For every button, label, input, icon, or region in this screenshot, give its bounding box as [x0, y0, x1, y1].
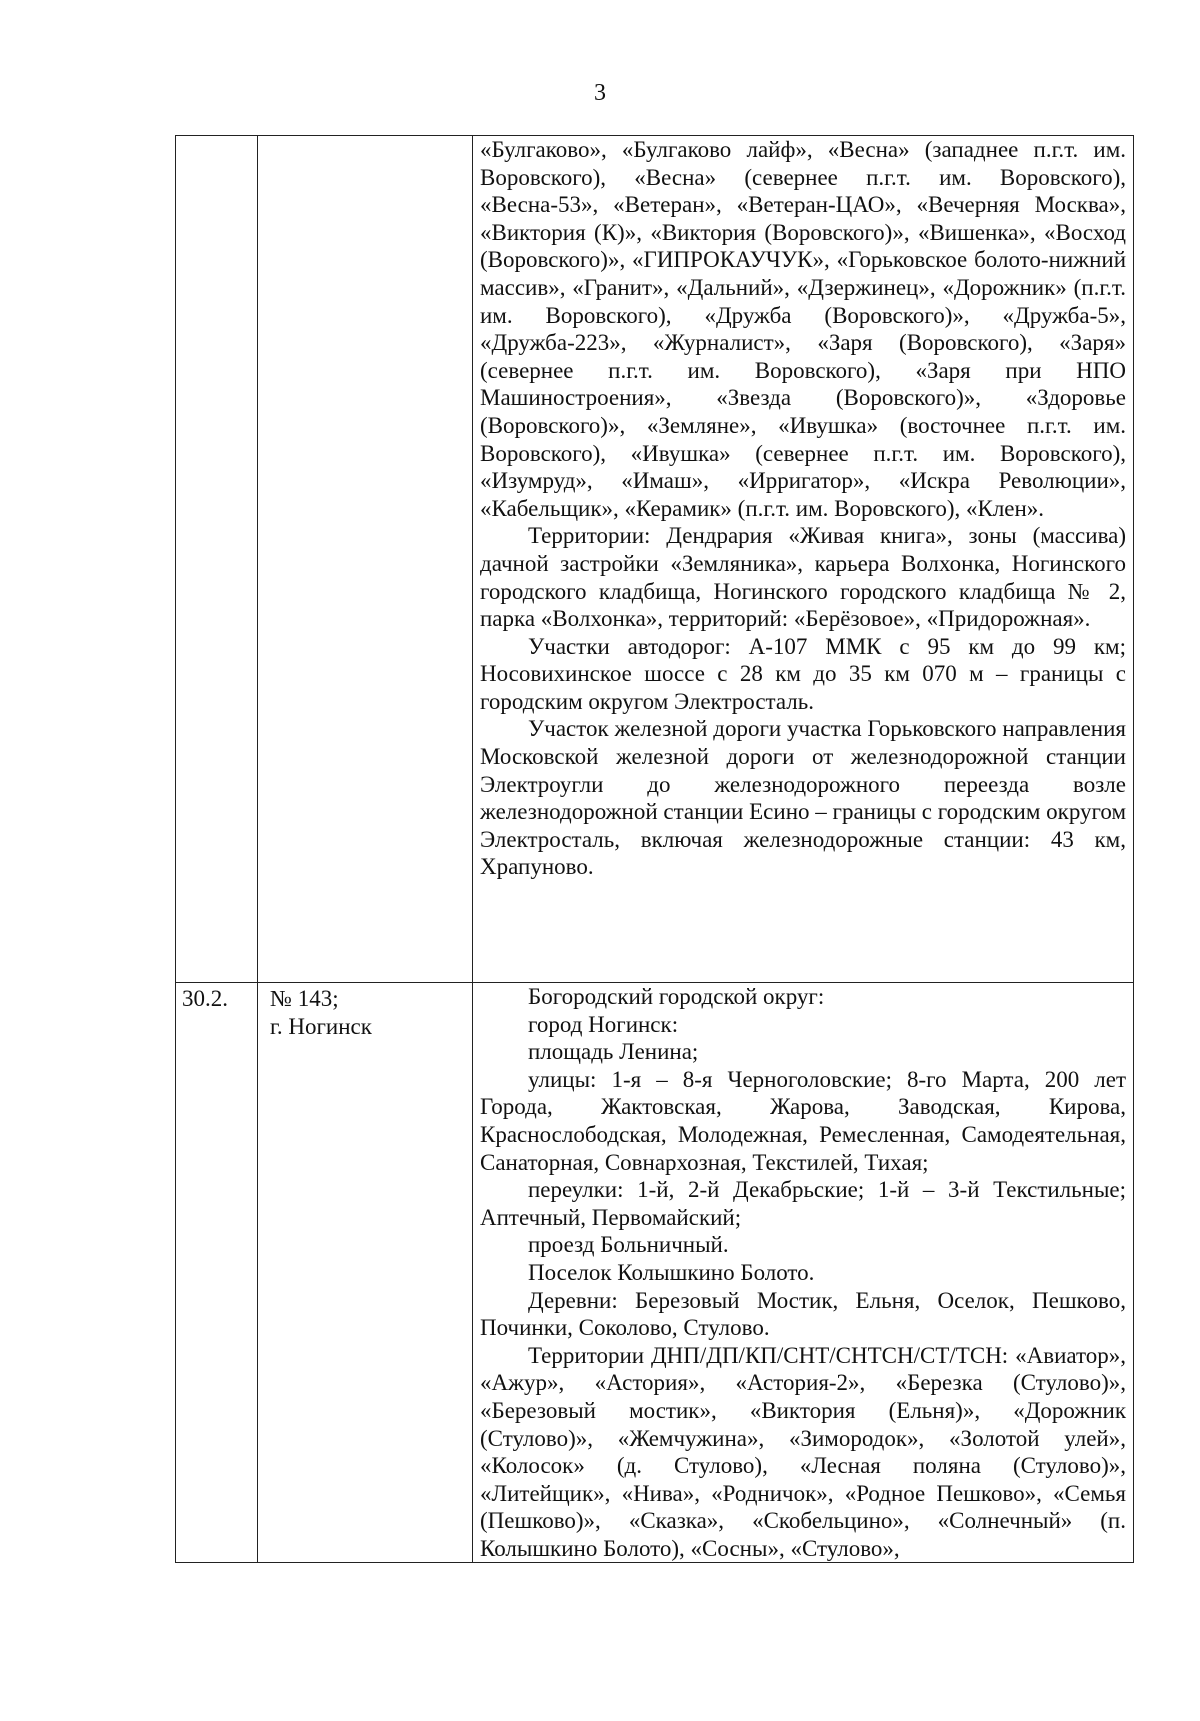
description-paragraph: проезд Больничный.: [528, 1232, 729, 1258]
district-cell: [258, 136, 473, 983]
constituency-table: [175, 135, 1134, 1563]
description-paragraph: Территории: Дендрария «Живая книга», зоны (массива) дачной застройки «Земляника», карьера Волхонка, Ногинского городского кладбища, Ногинского городского кладбища № 2, парка «Волхонка», территорий: «Берёзовое», «Придорожная».: [480, 523, 1126, 632]
description-cell: [473, 983, 1134, 1563]
description-paragraph: Деревни: Березовый Мостик, Ельня, Оселок, Пешково, Починки, Соколово, Стулово.: [480, 1287, 1126, 1341]
table-row: [176, 983, 1134, 1563]
description-paragraph: город Ногинск:: [528, 1011, 679, 1037]
description-paragraph: Участок железной дороги участка Горьковского направления Московской железной дороги от железнодорожной станции Электроугли до железнодорожного переезда возле железнодорожной станции Есино – границы с городским округом Электросталь, включая железнодорожные станции: 43 км, Храпуново.: [480, 716, 1126, 880]
description-paragraph: Участки автодорог: А-107 ММК с 95 км до 99 км; Носовихинское шоссе с 28 км до 35 км 070 м – границы с городским округом Электросталь.: [480, 633, 1126, 714]
district-city: г. Ногинск: [270, 1013, 372, 1039]
description-paragraph: переулки: 1-й, 2-й Декабрьские; 1-й – 3-й Текстильные; Аптечный, Первомайский;: [480, 1177, 1126, 1230]
table-row: [176, 136, 1134, 983]
description-paragraph: «Булгаково», «Булгаково лайф», «Весна» (западнее п.г.т. им. Воровского), «Весна» (севернее п.г.т. им. Воровского), «Весна-53», «Ветеран», «Ветеран-ЦАО», «Вечерняя Москва», «Виктория (К)», «Виктория (Воровского)», «Вишенка», «Восход (Воровского)», «ГИПРОКАУЧУК», «Горьковское болото-нижний массив», «Гранит», «Дальний», «Дзержинец», «Дорожник» (п.г.т. им. Воровского), «Дружба (Воровского)», «Дружба-5», «Дружба-223», «Журналист», «Заря (Воровского), «Заря» (севернее п.г.т. им. Воровского), «Заря при НПО Машиностроения», «Звезда (Воровского)», «Здоровье (Воровского)», «Земляне», «Ивушка» (восточнее п.г.т. им. Воровского), «Ивушка» (севернее п.г.т. им. Воровского), «Изумруд», «Имаш», «Ирригатор», «Искра Революции», «Кабельщик», «Керамик» (п.г.т. им. Воровского), «Клен».: [480, 137, 1126, 521]
description-paragraph: Поселок Колышкино Болото.: [528, 1259, 815, 1285]
description-paragraph: площадь Ленина;: [528, 1039, 699, 1065]
description-paragraph: Территории ДНП/ДП/КП/СНТ/СНТСН/СТ/ТСН: «Авиатор», «Ажур», «Астория», «Астория-2», «Березка (Стулово)», «Березовый мостик», «Виктория (Ельня)», «Дорожник (Стулово)», «Жемчужина», «Зимородок», «Золотой улей», «Колосок» (д. Стулово), «Лесная поляна (Стулово)», «Литейщик», «Нива», «Родничок», «Родное Пешково», «Семья (Пешково)», «Сказка», «Скобельцино», «Солнечный» (п. Колышкино Болото), «Сосны», «Стулово»,: [480, 1342, 1126, 1561]
description-cell: [473, 136, 1134, 983]
row-number-cell: 30.2.: [176, 983, 258, 1563]
description-paragraph: улицы: 1-я – 8-я Черноголовские; 8-го Марта, 200 лет Города, Жактовская, Жарова, Заводская, Кирова, Краснослободская, Молодежная, Ремесленная, Самодеятельная, Санаторная, Совнархозная, Текстилей, Тихая;: [480, 1066, 1126, 1175]
row-number-cell: [176, 136, 258, 983]
page-number: 3: [594, 80, 606, 106]
district-cell: [258, 983, 473, 1563]
district-number: № 143;: [270, 986, 339, 1011]
description-paragraph: Богородский городской округ:: [528, 984, 825, 1009]
